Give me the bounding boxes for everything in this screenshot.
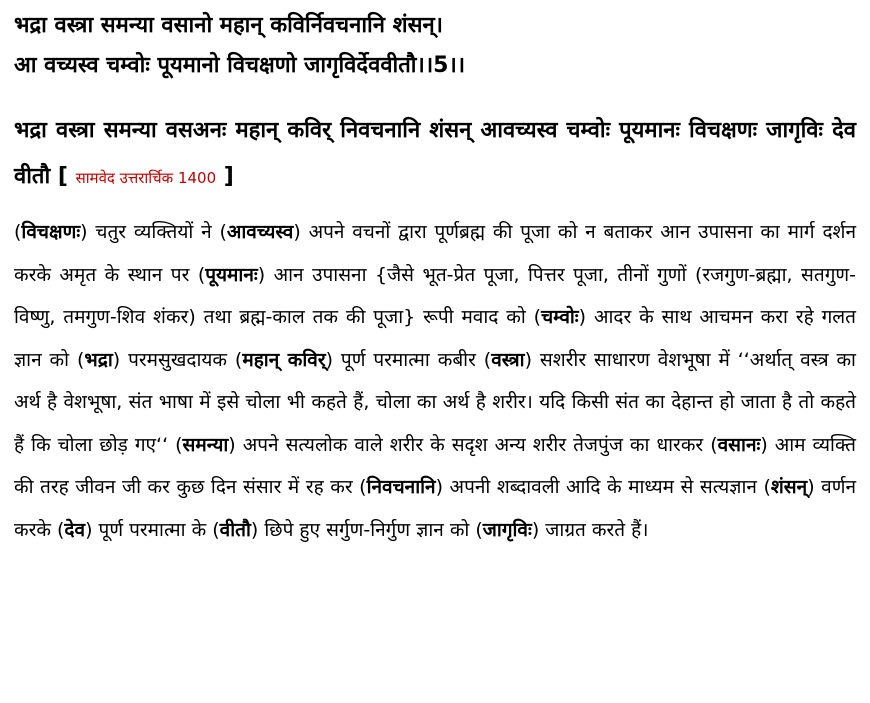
verse-line-1: भद्रा वस्त्रा समन्या वसानो महान् कविर्निवचनानि शंसन्। — [14, 13, 443, 38]
meaning-term: समन्या — [182, 433, 229, 456]
meaning-text: ) चतुर व्यक्तियों ने ( — [80, 221, 227, 243]
padpath-text: भद्रा वस्त्रा समन्या वसअनः महान् कविर् निवचनानि शंसन् आवच्यस्व चम्वोः पूयमानः विचक्षणः जागृविः देव वीतौ — [14, 118, 856, 189]
meaning-text: ( — [14, 221, 22, 243]
meaning-term: वीतौ — [219, 518, 251, 541]
meaning-paragraph — [14, 211, 856, 551]
meaning-text: ) आन उपासना {जैसे भूत-प्रेत पूजा, पित्तर पूजा, तीनों गुणों (रजगुण-ब्रह्मा, सतगुण-विष्णु, तमगुण-शिव शंकर) तथा ब्रह्म-काल तक की पूजा} रूपी मवाद को ( — [14, 263, 856, 328]
meaning-term: चम्वोः — [541, 306, 579, 328]
meaning-text: ) आम व्यक्ति की तरह जीवन जी कर कुछ दिन संसार में रह कर ( — [14, 433, 856, 498]
meaning-term: भद्रा — [84, 348, 113, 371]
meaning-text: ) छिपे हुए सर्गुण-निर्गुण ज्ञान को ( — [250, 518, 483, 541]
scripture-reference: सामवेद उत्तरार्चिक 1400 — [75, 169, 217, 187]
verse-line-2: आ वच्यस्व चम्वोः पूयमानो विचक्षणो जागृविर्देववीतौ।।5।। — [14, 53, 466, 78]
meaning-term: वस्त्रा — [491, 348, 525, 371]
meaning-term: शंसन् — [770, 476, 808, 498]
meaning-term: जागृविः — [482, 518, 532, 541]
reference-open-bracket: [ — [57, 164, 68, 189]
meaning-text: ) सशरीर साधारण वेशभूषा में ‘‘अर्थात् वस्त्र का अर्थ है वेशभूषा, संत भाषा में इसे चोला भी कहते हैं, चोला का अर्थ है शरीर। यदि किसी संत का देहान्त हो जाता है तो कहते हैं कि चोला छोड़ गए‘‘ ( — [14, 348, 856, 456]
meaning-text: ) आदर के साथ आचमन करा रहे गलत ज्ञान को ( — [14, 306, 856, 371]
meaning-term: निवचनानि — [366, 476, 436, 498]
meaning-text: ) पूर्ण परमात्मा के ( — [85, 518, 220, 541]
meaning-text: ) जाग्रत करते हैं। — [531, 518, 649, 541]
document-page — [14, 0, 856, 551]
meaning-term: पूयमानः — [205, 263, 258, 286]
meaning-term: देव — [64, 518, 86, 541]
meaning-text: ) अपने वचनों द्वारा पूर्णब्रह्म की पूजा को न बताकर आन उपासना का मार्ग दर्शन करके अमृत के स्थान पर ( — [14, 221, 857, 286]
meaning-text: ) परमसुखदायक ( — [112, 348, 243, 371]
meaning-text: ) अपने सत्यलोक वाले शरीर के सदृश अन्य शरीर तेजपुंज का धारकर ( — [228, 433, 718, 456]
reference-close-bracket: ] — [223, 164, 234, 189]
meaning-term: वसानः — [717, 433, 761, 456]
meaning-term: महान् कविर् — [242, 348, 326, 371]
meaning-term: विचक्षणः — [21, 221, 81, 243]
meaning-text: ) अपनी शब्दावली आदि के माध्यम से सत्यज्ञान ( — [435, 476, 771, 498]
meaning-term: आवच्यस्व — [226, 221, 294, 243]
padpath-paragraph — [14, 108, 856, 201]
meaning-text: ) पूर्ण परमात्मा कबीर ( — [325, 348, 492, 371]
meaning-text: ) वर्णन करके ( — [14, 476, 856, 541]
